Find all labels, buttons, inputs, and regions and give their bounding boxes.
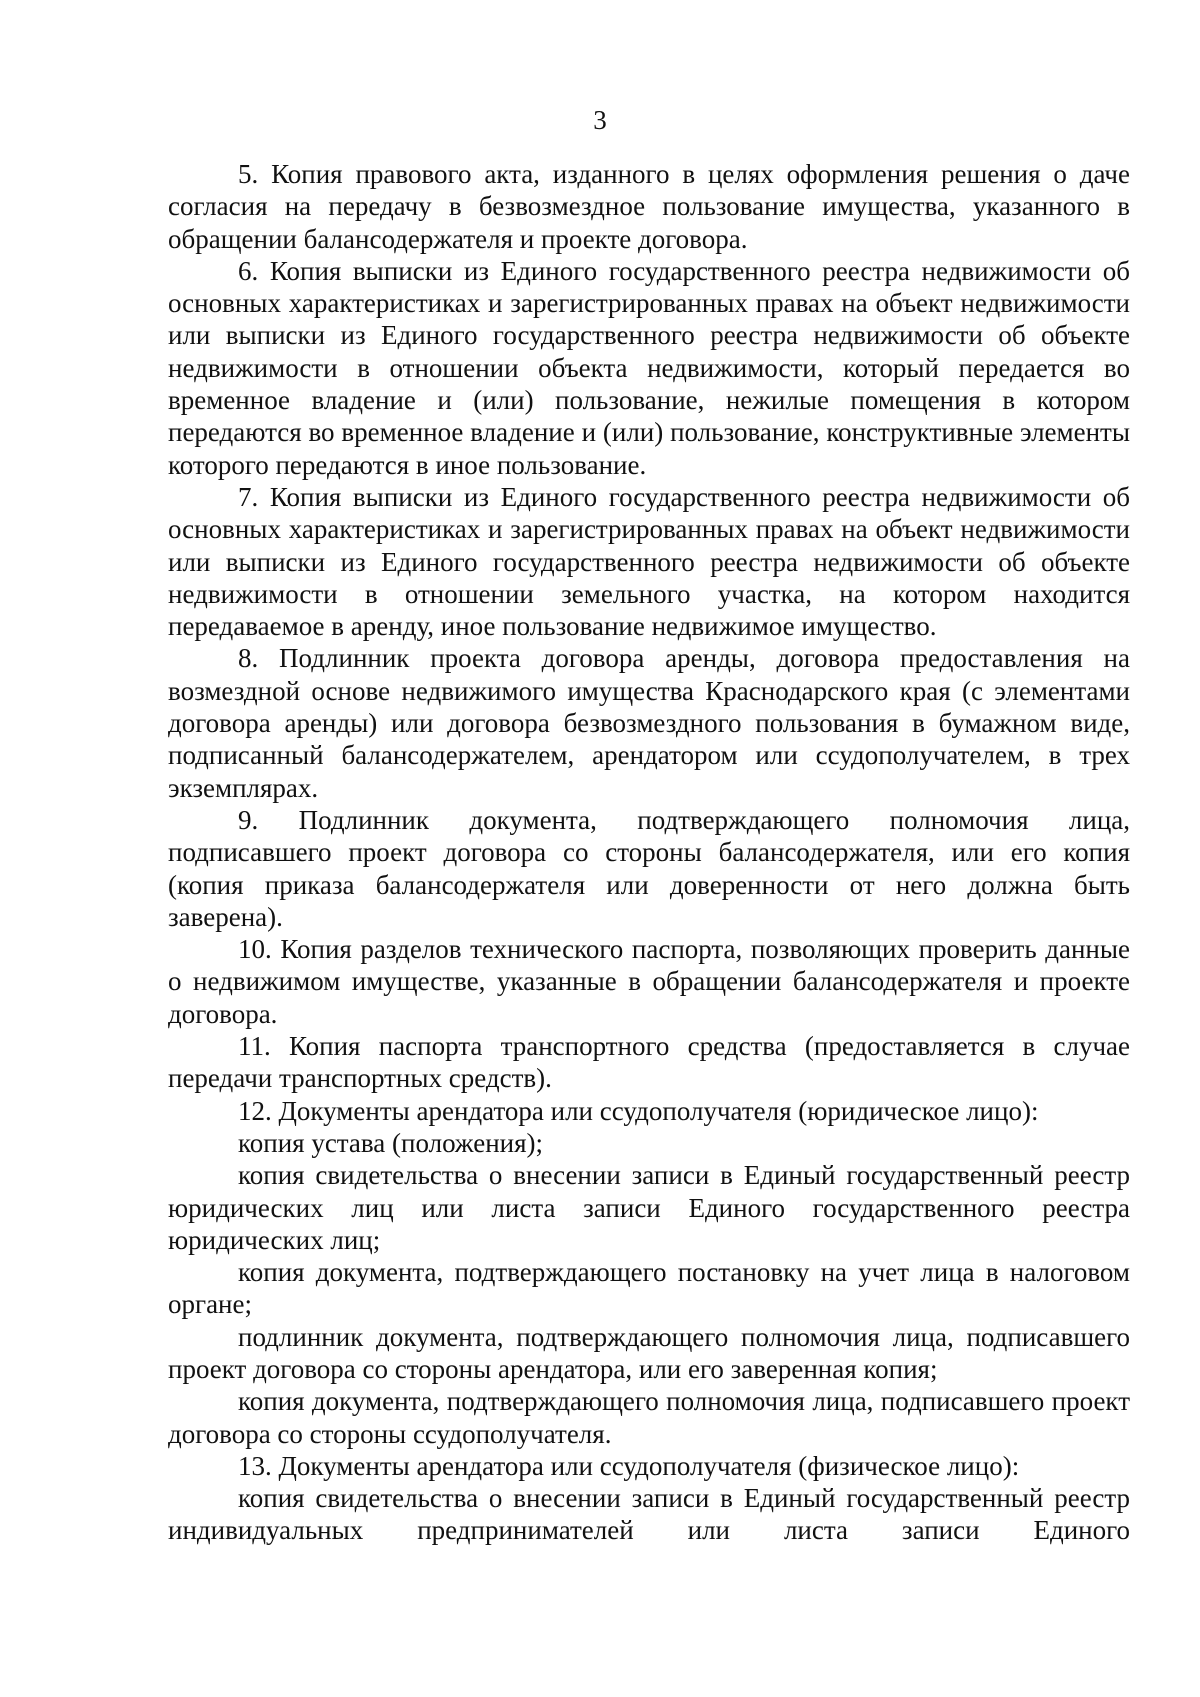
paragraph-9: 9. Подлинник документа, подтверждающего полномочия лица, подписавшего проект договора со стороны балансодержателя, или его копия (копия приказа балансодержателя или доверенности от него должна быть заверена). — [168, 804, 1130, 932]
paragraph-6: 6. Копия выписки из Единого государственного реестра недвижимости об основных характеристиках и зарегистрированных правах на объект недвижимости или выписки из Единого государственного реестра недвижимости об объекте недвижимости в отношении объекта недвижимости, который передается во временное владение и (или) пользование, нежилые помещения в котором передаются во временное владение и (или) пользование, конструктивные элементы которого передаются в иное пользование. — [168, 255, 1130, 480]
paragraph-12-item-lessee-authority: подлинник документа, подтверждающего полномочия лица, подписавшего проект договора со стороны арендатора, или его заверенная копия; — [168, 1321, 1130, 1384]
paragraph-12-item-charter: копия устава (положения); — [238, 1127, 544, 1158]
paragraph-12-item-tax-registration: копия документа, подтверждающего постановку на учет лица в налоговом органе; — [168, 1257, 1130, 1320]
page-number: 3 — [593, 105, 607, 135]
paragraph-5: 5. Копия правового акта, изданного в целях оформления решения о даче согласия на передачу в безвозмездное пользование имущества, указанного в обращении балансодержателя и проекте договора. — [168, 159, 1130, 254]
paragraph-13: 13. Документы арендатора или ссудополучателя (физическое лицо): — [238, 1450, 1020, 1481]
paragraph-8: 8. Подлинник проекта договора аренды, договора предоставления на возмездной основе недвижимого имущества Краснодарского края (с элементами договора аренды) или договора безвозмездного пользования в бумажном виде, подписанный балансодержателем, арендатором или ссудополучателем, в трех экземплярах. — [168, 643, 1130, 803]
paragraph-12-item-borrower-authority: копия документа, подтверждающего полномочия лица, подписавшего проект договора со стороны ссудополучателя. — [168, 1386, 1130, 1449]
paragraph-7: 7. Копия выписки из Единого государственного реестра недвижимости об основных характеристиках и зарегистрированных правах на объект недвижимости или выписки из Единого государственного реестра недвижимости об объекте недвижимости в отношении земельного участка, на котором находится передаваемое в аренду, иное пользование недвижимое имущество. — [168, 481, 1130, 642]
paragraph-13-item-registry-certificate: копия свидетельства о внесении записи в Единый государственный реестр индивидуальных предпринимателей или листа записи Единого — [168, 1483, 1130, 1546]
paragraph-11: 11. Копия паспорта транспортного средства (предоставляется в случае передачи транспортных средств). — [168, 1031, 1130, 1094]
document-body — [168, 158, 1130, 1547]
paragraph-12-item-registry-certificate: копия свидетельства о внесении записи в Единый государственный реестр юридических лиц или листа записи Единого государственного реестра юридических лиц; — [168, 1160, 1130, 1255]
paragraph-10: 10. Копия разделов технического паспорта, позволяющих проверить данные о недвижимом имуществе, указанные в обращении балансодержателя и проекте договора. — [168, 934, 1130, 1029]
paragraph-12: 12. Документы арендатора или ссудополучателя (юридическое лицо): — [238, 1095, 1039, 1126]
